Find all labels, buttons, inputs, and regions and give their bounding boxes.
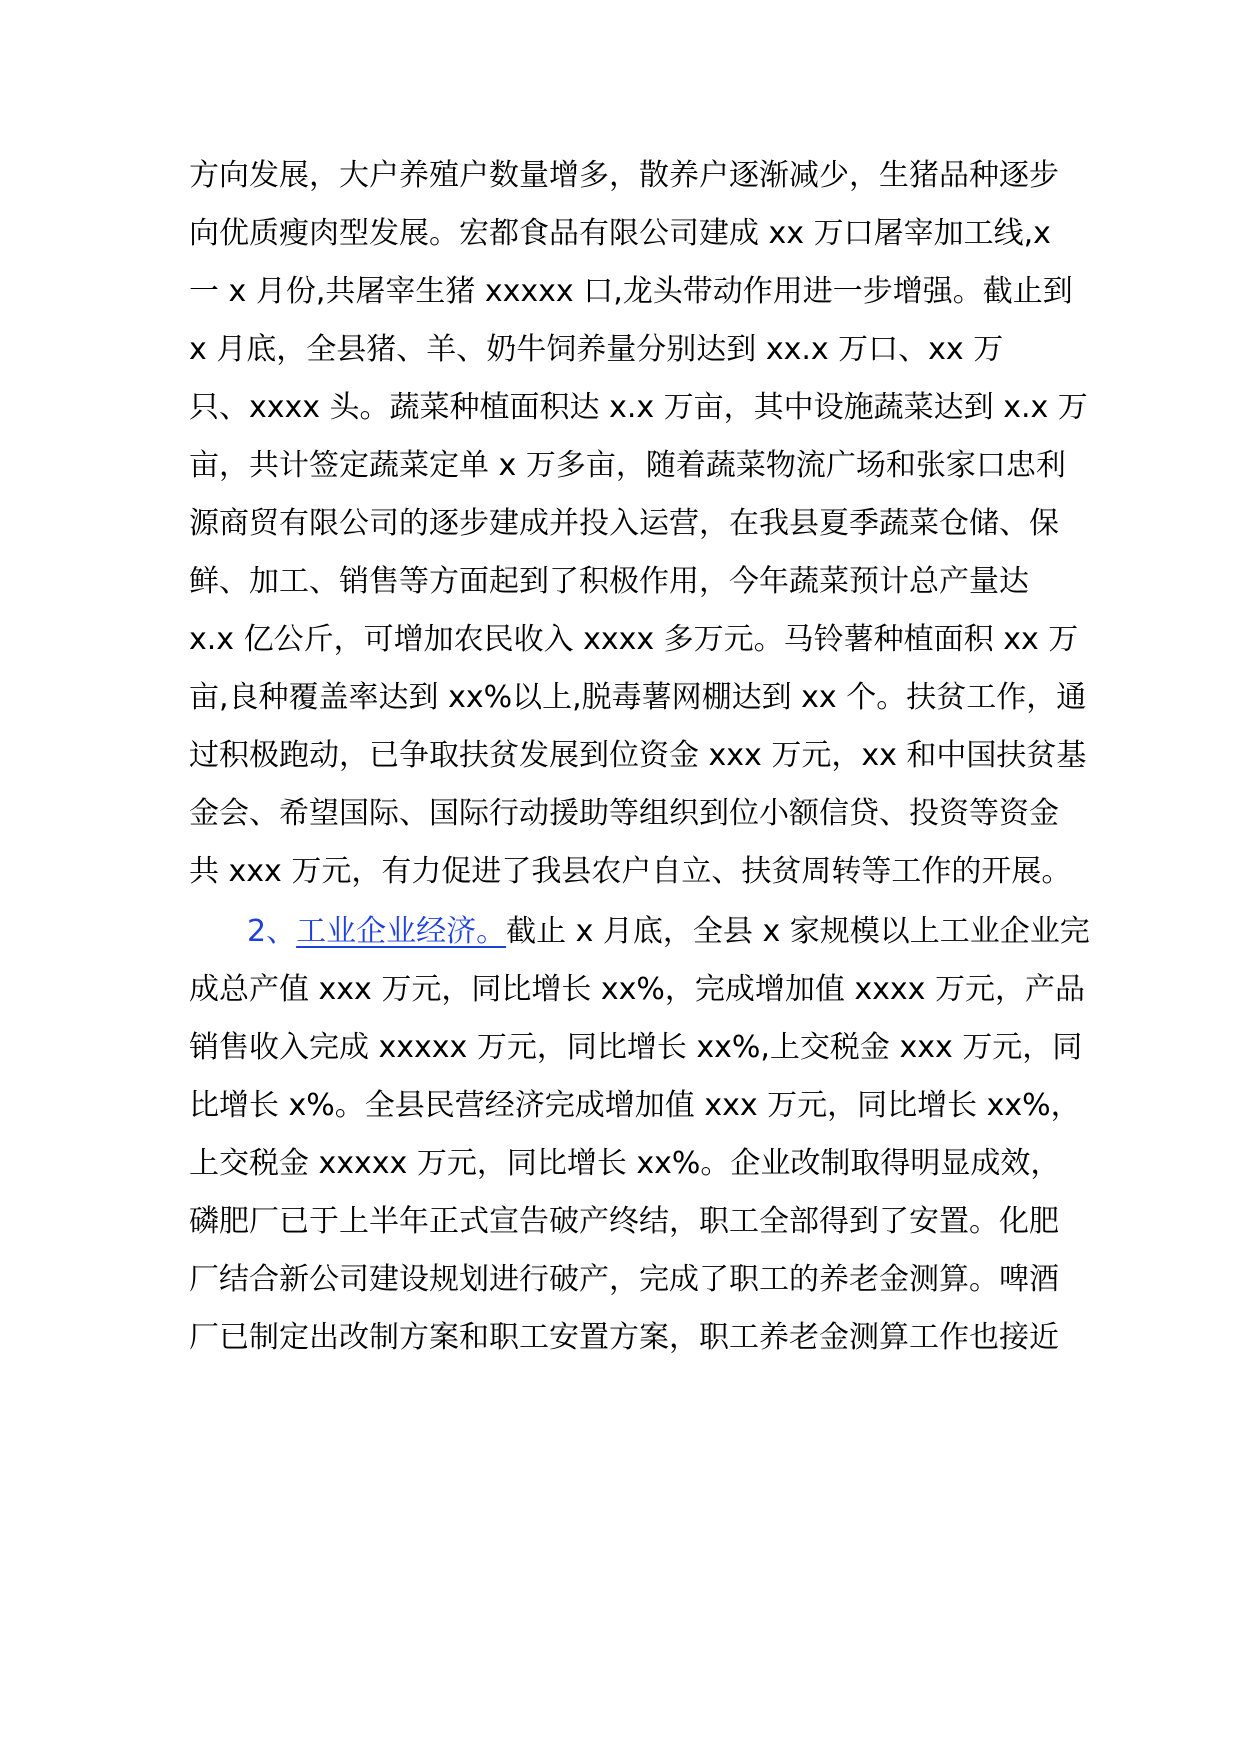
paragraph-line: x 月底，全县猪、羊、奶牛饲养量分别达到 xx.x 万口、xx 万	[189, 332, 1004, 367]
section-heading-line	[247, 899, 1090, 965]
paragraph-line: 向优质瘦肉型发展。宏都食品有限公司建成 xx 万口屠宰加工线,x	[189, 216, 1051, 251]
paragraph-line: 一 x 月份,共屠宰生猪 xxxxx 口,龙头带动作用进一步增强。截止到	[189, 274, 1073, 309]
paragraph-line: 源商贸有限公司的逐步建成并投入运营，在我县夏季蔬菜仓储、保	[189, 506, 1059, 541]
paragraph-line: 共 xxx 万元，有力促进了我县农户自立、扶贫周转等工作的开展。	[189, 854, 1072, 889]
section-first-line-text: 截止 x 月底，全县 x 家规模以上工业企业完	[506, 914, 1090, 949]
paragraph-line: 厂结合新公司建设规划进行破产，完成了职工的养老金测算。啤酒	[189, 1262, 1059, 1297]
paragraph-line: 亩，共计签定蔬菜定单 x 万多亩，随着蔬菜物流广场和张家口忠利	[189, 448, 1066, 483]
paragraph-line: 厂已制定出改制方案和职工安置方案，职工养老金测算工作也接近	[189, 1320, 1059, 1355]
paragraph-line: 磷肥厂已于上半年正式宣告破产终结，职工全部得到了安置。化肥	[189, 1204, 1059, 1239]
paragraph-line: 过积极跑动，已争取扶贫发展到位资金 xxx 万元，xx 和中国扶贫基	[189, 738, 1087, 773]
section-number: 2、	[247, 914, 297, 949]
paragraph-line: 金会、希望国际、国际行动援助等组织到位小额信贷、投资等资金	[189, 796, 1059, 831]
paragraph-line: 销售收入完成 xxxxx 万元，同比增长 xx%,上交税金 xxx 万元，同	[189, 1030, 1083, 1065]
paragraph-line: 成总产值 xxx 万元，同比增长 xx%，完成增加值 xxxx 万元，产品	[189, 972, 1085, 1007]
section-title: 工业企业经济。	[296, 914, 507, 949]
paragraph-line: 鲜、加工、销售等方面起到了积极作用，今年蔬菜预计总产量达	[189, 564, 1029, 599]
paragraph-line: 只、xxxx 头。蔬菜种植面积达 x.x 万亩，其中设施蔬菜达到 x.x 万	[189, 390, 1088, 425]
paragraph-line: x.x 亿公斤，可增加农民收入 xxxx 多万元。马铃薯种植面积 xx 万	[189, 622, 1079, 657]
paragraph-line: 亩,良种覆盖率达到 xx%以上,脱毒薯网棚达到 xx 个。扶贫工作，通	[189, 680, 1087, 715]
paragraph-line: 上交税金 xxxxx 万元，同比增长 xx%。企业改制取得明显成效，	[189, 1146, 1061, 1181]
paragraph-line: 比增长 x%。全县民营经济完成增加值 xxx 万元，同比增长 xx%，	[189, 1088, 1081, 1123]
paragraph-line: 方向发展，大户养殖户数量增多，散养户逐渐减少，生猪品种逐步	[189, 158, 1059, 193]
